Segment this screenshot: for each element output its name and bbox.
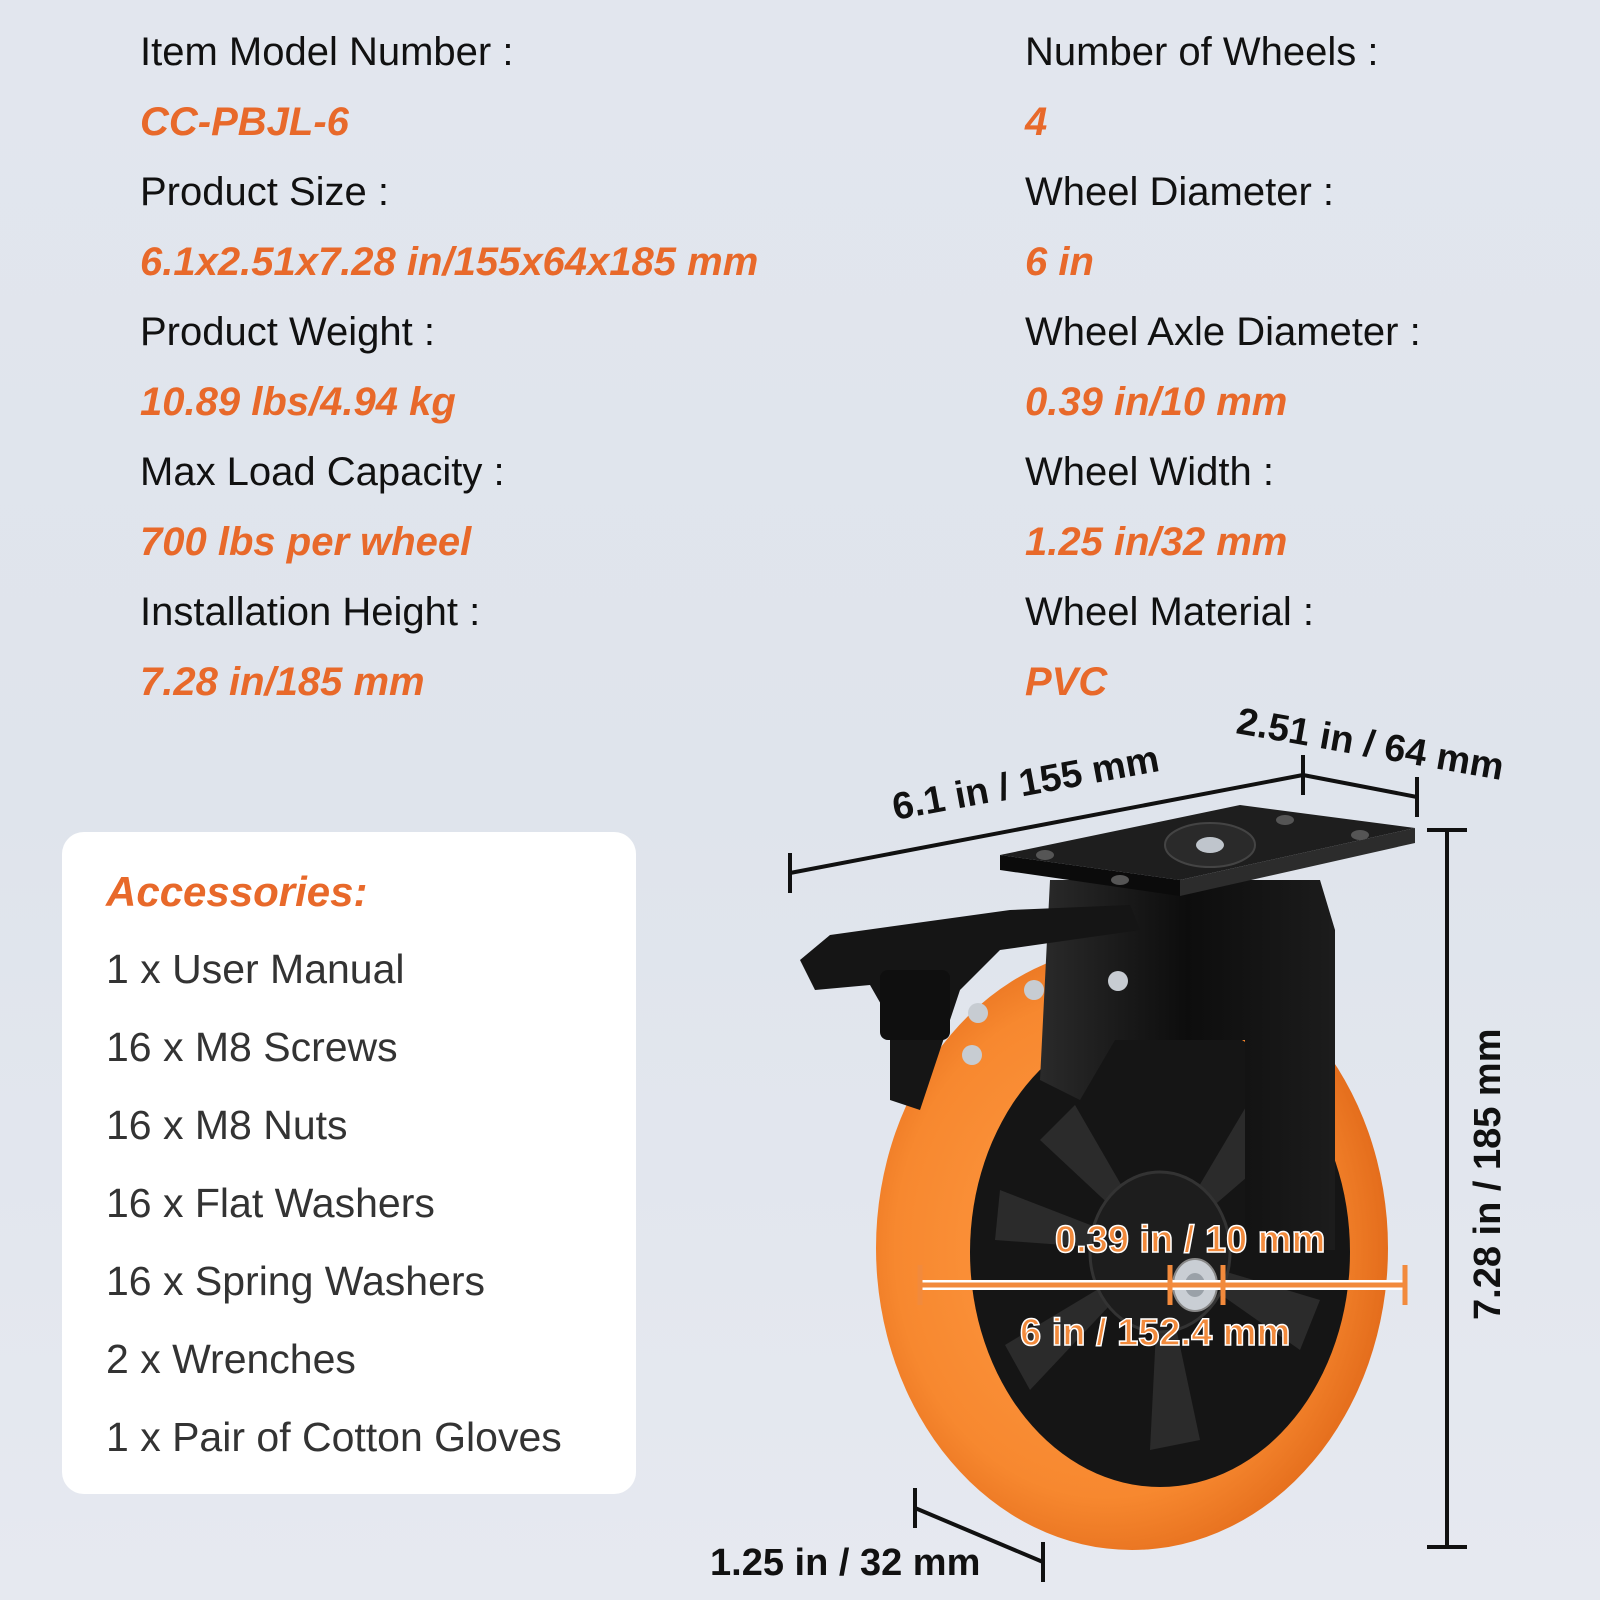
spec-label-model-number: Item Model Number : bbox=[140, 30, 514, 74]
accessory-item: 16 x M8 Nuts bbox=[106, 1102, 348, 1148]
accessory-item: 16 x Flat Washers bbox=[106, 1180, 435, 1226]
spec-label-installation-height: Installation Height : bbox=[140, 590, 481, 634]
accessory-item: 16 x M8 Screws bbox=[106, 1024, 398, 1070]
dim-label-axle-diameter: 0.39 in / 10 mm bbox=[1055, 1219, 1326, 1261]
dim-label-plate-length: 6.1 in / 155 mm bbox=[888, 738, 1163, 829]
spec-value-axle-diameter: 0.39 in/10 mm bbox=[1025, 380, 1288, 424]
spec-value-wheel-diameter: 6 in bbox=[1025, 240, 1094, 284]
spec-label-product-weight: Product Weight : bbox=[140, 310, 435, 354]
spec-value-wheel-width: 1.25 in/32 mm bbox=[1025, 520, 1288, 564]
spec-value-installation-height: 7.28 in/185 mm bbox=[140, 660, 425, 704]
spec-label-max-load: Max Load Capacity : bbox=[140, 450, 505, 494]
spec-label-axle-diameter: Wheel Axle Diameter : bbox=[1025, 310, 1421, 354]
dim-label-plate-width: 2.51 in / 64 mm bbox=[1233, 700, 1507, 789]
dim-label-wheel-width: 1.25 in / 32 mm bbox=[710, 1542, 981, 1584]
accessory-item: 16 x Spring Washers bbox=[106, 1258, 486, 1304]
spec-value-wheel-material: PVC bbox=[1025, 660, 1108, 704]
accessory-item: 1 x User Manual bbox=[106, 946, 405, 992]
accessories-title: Accessories: bbox=[106, 868, 368, 915]
spec-label-wheel-material: Wheel Material : bbox=[1025, 590, 1314, 634]
spec-label-wheel-width: Wheel Width : bbox=[1025, 450, 1274, 494]
spec-value-number-of-wheels: 4 bbox=[1025, 100, 1048, 144]
spec-label-product-size: Product Size : bbox=[140, 170, 390, 214]
spec-value-model-number: CC-PBJL-6 bbox=[140, 100, 349, 144]
dim-label-height: 7.28 in / 185 mm bbox=[1467, 1028, 1509, 1320]
accessory-item: 1 x Pair of Cotton Gloves bbox=[106, 1414, 562, 1460]
spec-value-max-load: 700 lbs per wheel bbox=[140, 520, 472, 564]
spec-label-number-of-wheels: Number of Wheels : bbox=[1025, 30, 1379, 74]
accessory-item: 2 x Wrenches bbox=[106, 1336, 356, 1382]
spec-label-wheel-diameter: Wheel Diameter : bbox=[1025, 170, 1334, 214]
dim-label-wheel-diameter: 6 in / 152.4 mm bbox=[1020, 1312, 1291, 1354]
spec-value-product-size: 6.1x2.51x7.28 in/155x64x185 mm bbox=[140, 240, 759, 284]
spec-value-product-weight: 10.89 lbs/4.94 kg bbox=[140, 380, 456, 424]
